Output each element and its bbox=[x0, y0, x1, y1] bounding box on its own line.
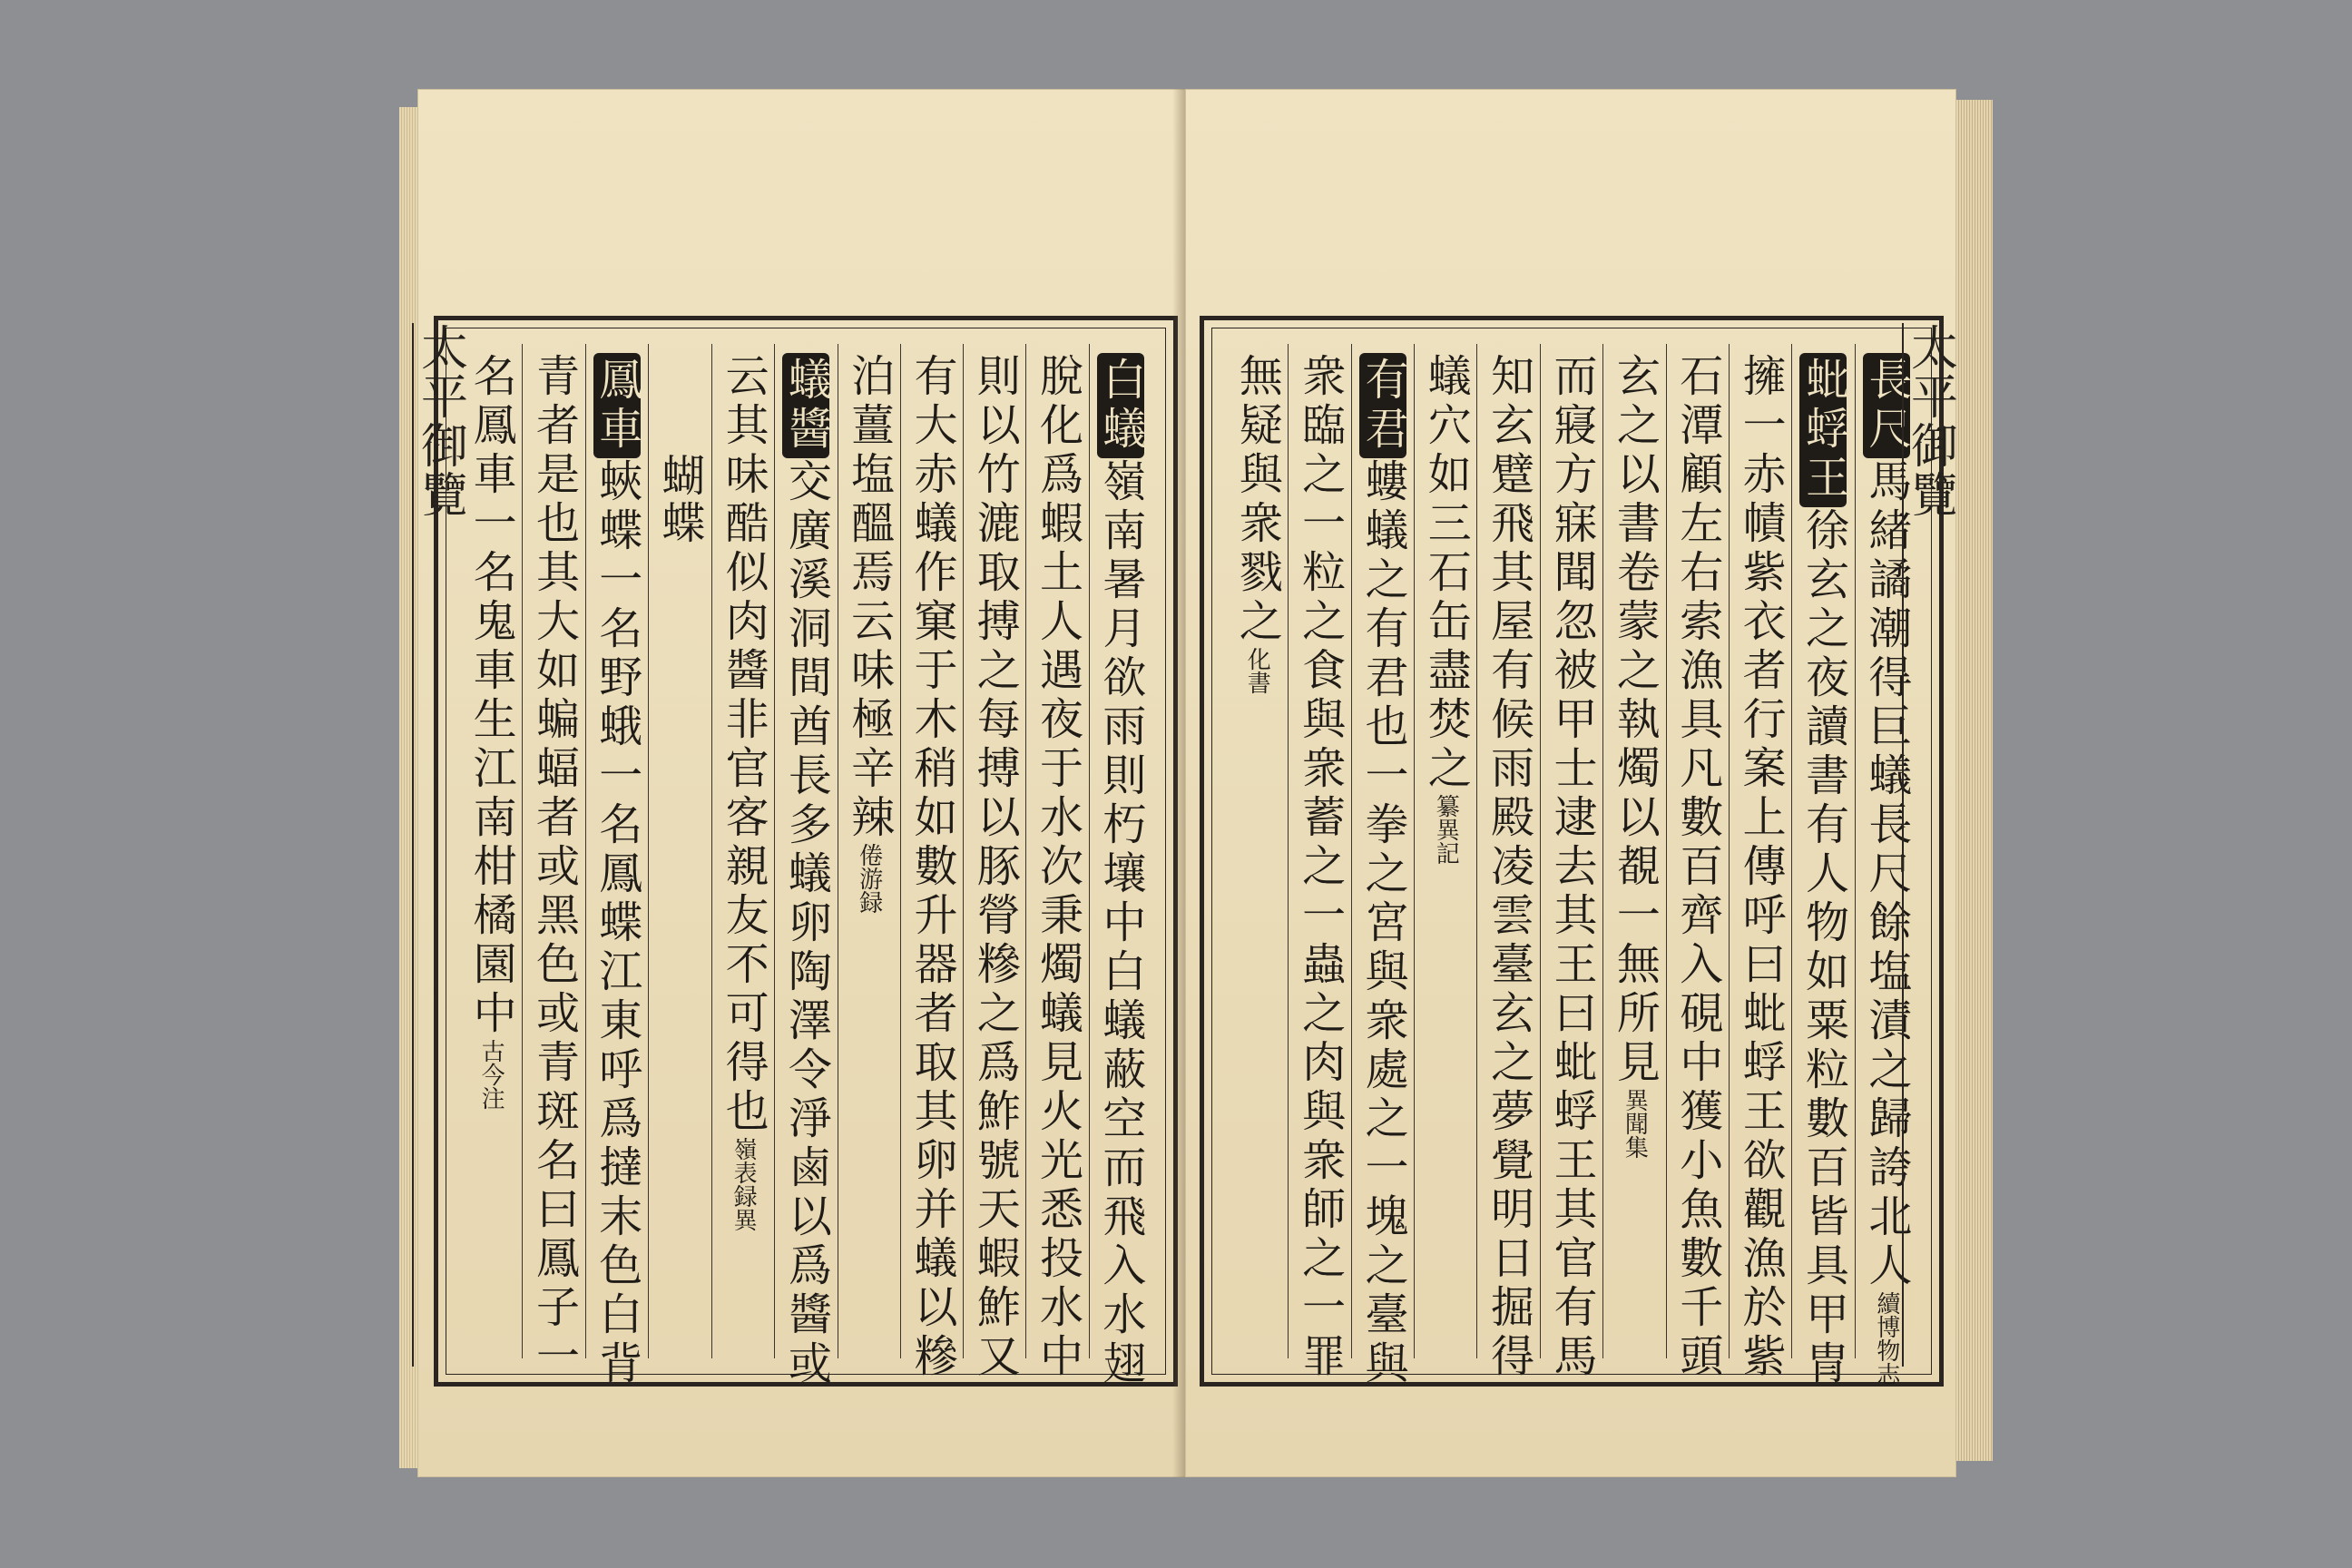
left-page-column bbox=[1025, 344, 1088, 1382]
column-text bbox=[1546, 344, 1598, 1382]
left-page-column bbox=[838, 344, 900, 1358]
column-body-text: 交廣溪洞間酋長多蟻卵陶澤令淨鹵以爲醬或 bbox=[780, 458, 832, 1389]
column-text bbox=[1609, 344, 1661, 1358]
right-page-frame bbox=[1200, 316, 1944, 1387]
left-margin-title: 太平御覽 bbox=[412, 323, 467, 519]
column-body-text: 而寢方寐聞忽被甲士逮去其王曰蚍蜉王其官有馬 bbox=[1546, 353, 1598, 1382]
column-text bbox=[906, 344, 957, 1382]
column-text bbox=[780, 344, 832, 1389]
column-body-text: 泊薑塩醞焉云味極辛辣 bbox=[843, 353, 895, 843]
column-text bbox=[1231, 344, 1283, 1358]
right-page-column bbox=[1791, 344, 1854, 1389]
right-page-column bbox=[1351, 344, 1414, 1389]
column-text bbox=[1798, 344, 1849, 1389]
column-body-text: 馬緒譎潮得巨蟻長尺餘塩漬之歸誇北人 bbox=[1860, 458, 1912, 1291]
column-body-text: 蛺蝶一名野蛾一名鳳蝶江東呼爲撻末色白背 bbox=[591, 458, 642, 1389]
right-page-columns bbox=[1226, 344, 1917, 1389]
column-body-text: 脫化爲蝦土人遇夜于水次秉燭蟻見火光悉投水中 bbox=[1032, 353, 1083, 1382]
source-note: 纂異記 bbox=[1432, 794, 1460, 865]
left-page-column bbox=[963, 344, 1025, 1382]
column-body-text: 有大赤蟻作窠于木稍如數升器者取其卵并蟻以糝 bbox=[906, 353, 957, 1382]
column-body-text: 嶺南暑月欲雨則朽壤中白蟻蔽空而飛入水翅 bbox=[1094, 458, 1146, 1389]
right-page-column bbox=[1414, 344, 1476, 1358]
column-text bbox=[466, 344, 517, 1358]
column-body-text: 石潭顧左右索漁具凡數百齊入硯中獲小魚數千頭 bbox=[1671, 353, 1723, 1382]
column-text bbox=[1671, 344, 1723, 1382]
column-text bbox=[591, 344, 642, 1389]
section-title bbox=[649, 344, 711, 1358]
column-body-text: 青者是也其大如蝙蝠者或黑色或青斑名曰鳳子一 bbox=[528, 353, 580, 1382]
entry-heading-label: 白蟻 bbox=[1097, 353, 1144, 458]
entry-heading-label: 蚍蜉王 bbox=[1799, 353, 1847, 507]
right-page-margin bbox=[1902, 323, 1956, 1367]
right-page-column bbox=[1476, 344, 1539, 1382]
column-text bbox=[843, 344, 895, 1358]
right-page-column bbox=[1226, 344, 1288, 1358]
column-body-text: 名鳳車一名鬼車生江南柑橘園中 bbox=[466, 353, 517, 1039]
column-text bbox=[528, 344, 580, 1382]
left-page-margin bbox=[412, 323, 466, 1367]
source-note: 續博物志 bbox=[1872, 1291, 1900, 1386]
left-page-column bbox=[1089, 344, 1152, 1389]
right-page-column bbox=[1602, 344, 1665, 1358]
source-note: 倦游録 bbox=[855, 843, 883, 914]
column-body-text: 蟻穴如三石缶盡焚之 bbox=[1420, 353, 1472, 794]
column-body-text: 徐玄之夜讀書有人物如粟粒數百皆具甲冑 bbox=[1798, 507, 1849, 1389]
column-body-text: 無疑與衆戮之 bbox=[1231, 353, 1283, 647]
column-text bbox=[1032, 344, 1083, 1382]
column-text bbox=[1420, 344, 1472, 1358]
column-text bbox=[1357, 344, 1408, 1389]
open-book bbox=[399, 89, 1960, 1477]
column-text bbox=[969, 344, 1021, 1382]
right-page-column bbox=[1666, 344, 1729, 1382]
column-text bbox=[1483, 344, 1534, 1382]
column-body-text: 玄之以書卷蒙之執燭以覩一無所見 bbox=[1609, 353, 1661, 1088]
left-page-column bbox=[648, 344, 711, 1358]
right-page-column bbox=[1540, 344, 1602, 1382]
source-note: 古今注 bbox=[477, 1039, 505, 1110]
left-page-column bbox=[774, 344, 837, 1389]
column-body-text: 蝴蝶 bbox=[653, 453, 705, 547]
left-page-column bbox=[711, 344, 774, 1358]
left-page-column bbox=[522, 344, 584, 1382]
column-text bbox=[1094, 344, 1146, 1389]
entry-heading-label: 蟻醬 bbox=[782, 353, 829, 458]
source-note: 異聞集 bbox=[1621, 1088, 1649, 1159]
left-page-column bbox=[585, 344, 648, 1389]
entry-heading-label: 鳳車 bbox=[593, 353, 641, 458]
column-body-text: 衆臨之一粒之食與衆蓄之一蟲之肉與衆師之一罪 bbox=[1294, 353, 1346, 1382]
right-page-column bbox=[1288, 344, 1350, 1382]
column-body-text: 云其味酷似肉醬非官客親友不可得也 bbox=[718, 353, 769, 1137]
column-text bbox=[718, 344, 769, 1358]
column-body-text: 螻蟻之有君也一拳之宮與衆處之一塊之臺與 bbox=[1357, 458, 1408, 1389]
entry-heading-label: 有君 bbox=[1359, 353, 1406, 458]
left-page-column bbox=[900, 344, 963, 1382]
right-page-column bbox=[1729, 344, 1791, 1382]
column-text bbox=[1735, 344, 1787, 1382]
column-body-text: 則以竹漉取搏之每搏以豚膋糝之爲鮓號天蝦鮓又 bbox=[969, 353, 1021, 1382]
source-note: 化書 bbox=[1243, 647, 1271, 694]
right-page bbox=[1185, 89, 1956, 1477]
page-edges-right bbox=[1956, 100, 1993, 1461]
right-margin-title: 太平御覽 bbox=[1902, 323, 1957, 519]
column-text bbox=[1294, 344, 1346, 1382]
column-body-text: 知玄躄飛其屋有候雨殿凌雲臺玄之夢覺明日掘得 bbox=[1483, 353, 1534, 1382]
left-page bbox=[412, 89, 1189, 1477]
entry-heading-label: 長尺 bbox=[1863, 353, 1910, 458]
column-body-text: 擁一赤幘紫衣者行案上傳呼曰蚍蜉王欲觀漁於紫 bbox=[1735, 353, 1787, 1382]
left-page-columns bbox=[460, 344, 1152, 1389]
left-page-frame bbox=[434, 316, 1178, 1387]
source-note: 嶺表録異 bbox=[730, 1137, 758, 1231]
